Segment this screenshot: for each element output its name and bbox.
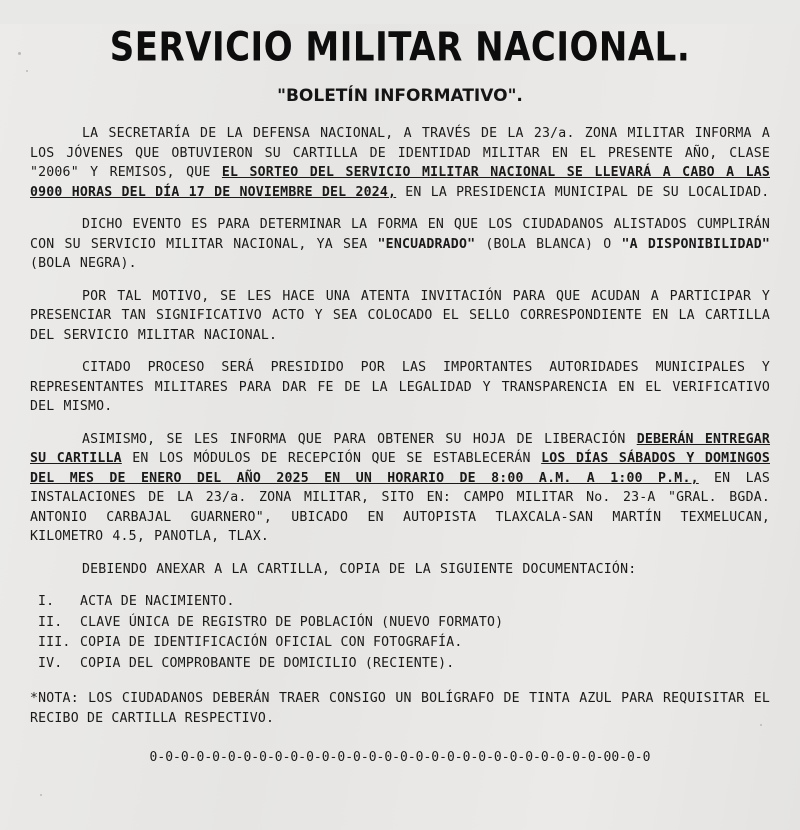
paragraph-2-text-a: DICHO EVENTO ES PARA DETERMINAR LA FORMA EN QUE LOS CIUDADANOS ALISTADOS CUMPLIRÁN CON SU SERVICIO MILITAR NACIONAL, YA SEA (30, 217, 770, 252)
paragraph-3: POR TAL MOTIVO, SE LES HACE UNA ATENTA INVITACIÓN PARA QUE ACUDAN A PARTICIPAR Y PRESENCIAR TAN SIGNIFICATIVO ACTO Y SEA COLOCADO EL SELLO CORRESPONDIENTE EN LA CARTILLA DEL SERVICIO MILITAR NACIONAL. (30, 288, 770, 343)
list-item-number: III. (38, 635, 71, 650)
paragraph-5-text-e: EN LAS INSTALACIONES DE LA 23/a. ZONA MILITAR, SITO EN: CAMPO MILITAR No. 23-A "GRAL. BGDA. ANTONIO CARBAJAL GUARNERO", UBICADO EN AUTOPISTA TLAXCALA-SAN MARTÍN TEXMELUCAN, KILOMETRO 4.5, PANOTLA, TLAX. (30, 470, 770, 544)
footer-divider: 0-0-0-0-0-0-0-0-0-0-0-0-0-0-0-0-0-0-0-0-0-0-0-0-0-0-0-0-0-00-0-0 (149, 750, 651, 765)
paper-speck (18, 52, 21, 55)
list-item (38, 633, 770, 653)
paper-speck (760, 724, 762, 726)
documents-list (30, 592, 770, 673)
paragraph-4: CITADO PROCESO SERÁ PRESIDIDO POR LAS IMPORTANTES AUTORIDADES MUNICIPALES Y REPRESENTANTES MILITARES PARA DAR FE DE LA LEGALIDAD Y TRANSPARENCIA EN EL VERIFICATIVO DEL MISMO. (30, 360, 770, 414)
paragraph-5-emphasis-entrega: DEBERÁN ENTREGAR SU CARTILLA (30, 431, 771, 466)
list-item-number: I. (38, 594, 55, 609)
paragraph-2-emphasis-encuadrado: "ENCUADRADO" (377, 236, 476, 252)
paragraph-2-emphasis-disponibilidad: "A DISPONIBILIDAD" (621, 236, 771, 252)
document-subtitle: "BOLETÍN INFORMATIVO". (277, 86, 523, 106)
list-item-label: COPIA DE IDENTIFICACIÓN OFICIAL CON FOTOGRAFÍA. (80, 635, 463, 650)
paragraph-5-text-c: EN LOS MÓDULOS DE RECEPCIÓN QUE SE ESTABLECERÁN (121, 451, 542, 466)
paragraph-1 (30, 124, 770, 202)
paragraph-5-text-a: ASIMISMO, SE LES INFORMA QUE PARA OBTENER SU HOJA DE LIBERACIÓN (82, 431, 637, 447)
document-title: SERVICIO MILITAR NACIONAL. (109, 24, 691, 72)
list-item-number: II. (38, 614, 63, 630)
paragraph-5 (30, 430, 770, 547)
paragraph-2-text-c: (BOLA BLANCA) O (475, 236, 622, 252)
list-item (38, 592, 770, 612)
list-item-label: ACTA DE NACIMIENTO. (80, 594, 235, 609)
list-item-label: COPIA DEL COMPROBANTE DE DOMICILIO (RECIENTE). (80, 655, 455, 671)
paper-speck (26, 70, 28, 72)
document-body (30, 124, 770, 768)
list-item (38, 654, 770, 674)
list-item (38, 613, 770, 633)
paragraph-2-text-e: (BOLA NEGRA). (30, 256, 137, 271)
list-item-label: CLAVE ÚNICA DE REGISTRO DE POBLACIÓN (NUEVO FORMATO) (80, 614, 504, 630)
paragraph-1-text-c: EN LA PRESIDENCIA MUNICIPAL DE SU LOCALIDAD. (396, 184, 770, 200)
note-text: *NOTA: LOS CIUDADANOS DEBERÁN TRAER CONSIGO UN BOLÍGRAFO DE TINTA AZUL PARA REQUISITAR EL RECIBO DE CARTILLA RESPECTIVO. (30, 691, 770, 726)
paragraph-6: DEBIENDO ANEXAR A LA CARTILLA, COPIA DE LA SIGUIENTE DOCUMENTACIÓN: (82, 561, 637, 577)
document-page (0, 24, 800, 830)
paper-speck (40, 794, 42, 796)
paragraph-2 (30, 215, 770, 274)
paragraph-5-emphasis-fechas: LOS DÍAS SÁBADOS Y DOMINGOS DEL MES DE ENERO DEL AÑO 2025 EN UN HORARIO DE 8:00 A.M. A 1:00 P.M., (30, 451, 770, 486)
list-item-number: IV. (38, 655, 63, 671)
paragraph-1-text-a: LA SECRETARÍA DE LA DEFENSA NACIONAL, A TRAVÉS DE LA 23/a. ZONA MILITAR INFORMA A LOS JÓVENES QUE OBTUVIERON SU CARTILLA DE IDENTIDAD MILITAR EN EL PRESENTE AÑO, CLASE "2006" Y REMISOS, QUE (30, 126, 770, 180)
paragraph-1-emphasis: EL SORTEO DEL SERVICIO MILITAR NACIONAL SE LLEVARÁ A CABO A LAS 0900 HORAS DEL DÍA 17 DE NOVIEMBRE DEL 2024, (30, 165, 770, 200)
